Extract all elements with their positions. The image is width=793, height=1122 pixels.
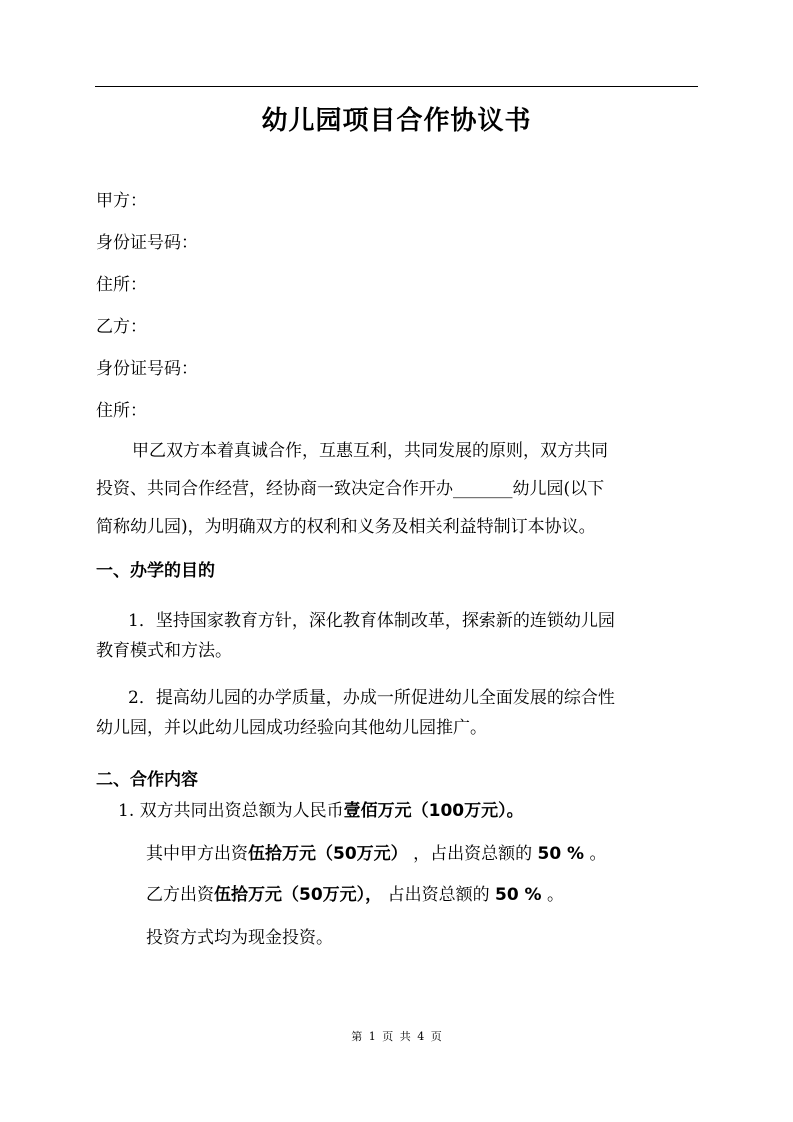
total-amount: 壹佰万元（100万元）。	[343, 801, 524, 821]
list-item-line: 2．提高幼儿园的办学质量，办成一所促进幼儿全面发展的综合性	[128, 688, 615, 708]
party-b-percent: 50 %	[494, 885, 542, 905]
contribution-text: 占出资总额的	[382, 885, 495, 905]
section1-heading: 一、办学的目的	[96, 561, 215, 581]
party-a-id-label: 身份证号码：	[96, 233, 198, 253]
preamble-paragraph	[96, 432, 700, 546]
party-b-id-label: 身份证号码：	[96, 359, 198, 379]
preamble-line: 投资、共同合作经营，经协商一致决定合作开办_______幼儿园(以下	[96, 479, 605, 499]
party-a-percent: 50 %	[537, 844, 585, 864]
list-item-line: 1．坚持国家教育方针，深化教育体制改革，探索新的连锁幼儿园	[128, 611, 615, 631]
section1-item2	[96, 683, 700, 743]
page-footer: 第 1 页 共 4 页	[351, 1030, 442, 1043]
section2-item1	[118, 800, 524, 822]
contribution-text: 乙方出资	[146, 885, 214, 905]
item1-text: 1. 双方共同出资总额为人民币	[118, 801, 344, 821]
party-a-contribution	[146, 843, 607, 865]
contribution-text: 其中甲方出资	[146, 844, 248, 864]
list-item-line: 幼儿园，并以此幼儿园成功经验向其他幼儿园推广。	[96, 718, 487, 738]
party-a-address-label: 住所：	[96, 275, 147, 295]
party-a-label: 甲方：	[96, 191, 147, 211]
party-b-address-label: 住所：	[96, 401, 147, 421]
header-rule	[95, 86, 698, 87]
section1-item1	[96, 606, 700, 666]
preamble-line: 甲乙双方本着真诚合作，互惠互利，共同发展的原则，双方共同	[132, 441, 608, 461]
document-title: 幼儿园项目合作协议书	[261, 106, 532, 136]
list-item-line: 教育模式和方法。	[96, 641, 232, 661]
investment-method: 投资方式均为现金投资。	[146, 928, 333, 948]
preamble-line: 简称幼儿园)，为明确双方的权利和义务及相关利益特制订本协议。	[96, 517, 596, 537]
section2-heading: 二、合作内容	[96, 770, 198, 790]
contribution-text: 。	[541, 885, 564, 905]
party-b-label: 乙方：	[96, 317, 147, 337]
party-a-amount: 伍拾万元（50万元）	[248, 844, 408, 864]
party-b-contribution	[146, 884, 564, 906]
party-b-amount: 伍拾万元（50万元），	[214, 885, 383, 905]
contribution-text: 。	[584, 844, 607, 864]
contribution-text: ，占出资总额的	[407, 844, 538, 864]
